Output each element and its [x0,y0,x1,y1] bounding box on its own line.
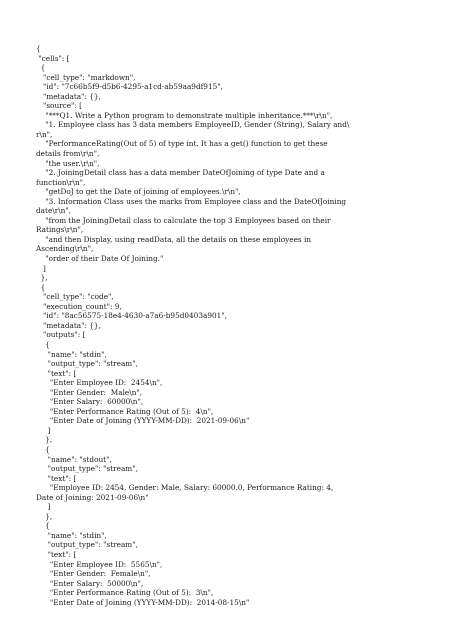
text-line: "text": [ [36,473,77,483]
text-line: "output_type": "stream", [36,464,138,474]
text-line: "cells": [ [36,53,70,63]
text-line: "***Q1. Write a Python program to demonstrate multiple inheritance.***\r\n", [36,110,333,120]
text-line: "Enter Gender: Female\n", [36,569,151,579]
text-line: "Enter Employee ID: 5565\n", [36,559,163,569]
text-line: { [36,521,50,531]
text-line: { [36,282,46,292]
text-line: "name": "stdin", [36,530,107,540]
text-line: "output_type": "stream", [36,540,138,550]
text-line: r\n", [36,129,53,139]
text-line: Ratings\r\n", [36,225,84,235]
text-line: date\r\n", [36,206,72,216]
text-line: { [36,444,50,454]
text-line: "cell_type": "markdown", [36,72,136,82]
text-line: ] [36,263,46,273]
text-line: "name": "stdout", [36,454,112,464]
text-line: "Enter Date of Joining (YYYY-MM-DD): 2014-08-15\n" [36,597,250,607]
text-line: ] [36,502,51,512]
text-line: function\r\n", [36,177,86,187]
text-line: "text": [ [36,549,77,559]
text-line: { [36,44,41,53]
text-line: "Enter Date of Joining (YYYY-MM-DD): 2021-09-06\n" [36,416,250,426]
notebook-json-text [36,44,456,607]
text-line: "Enter Salary: 50000\n", [36,578,144,588]
text-line: "id": "8ac56575-18e4-4630-a7a6-b95d0403a901", [36,311,227,321]
text-line: Ascending\r\n", [36,244,94,254]
text-line: "and then Display, using readData, all the details on these employees in [36,234,311,244]
text-line: { [36,339,50,349]
text-line: }, [36,435,53,445]
text-line: "1. Employee class has 3 data members EmployeeID, Gender (String), Salary and\ [36,120,350,130]
text-line: "3. Information Class uses the marks from Employee class and the DateOfJoining [36,196,347,206]
text-line: "id": "7c66b5f9-d5b6-4295-a1cd-ab59aa9df915", [36,82,223,92]
text-line: Date of Joining: 2021-09-06\n" [36,492,149,502]
text-line: "source": [ [36,101,83,111]
text-line: "execution_count": 9, [36,301,122,311]
text-line: }, [36,511,53,521]
text-line: "Employee ID: 2454, Gender: Male, Salary: 60000.0, Performance Rating: 4, [36,483,334,493]
text-line: "text": [ [36,368,77,378]
text-line: ] [36,425,51,435]
text-line: { [36,63,46,73]
text-line: "order of their Date Of Joining." [36,254,164,264]
text-line: "Enter Gender: Male\n", [36,387,143,397]
text-line: "from the JoiningDetail class to calculate the top 3 Employees based on their [36,215,331,225]
text-line: "the user.\r\n", [36,158,100,168]
text-line: "Enter Performance Rating (Out of 5): 4\n", [36,406,214,416]
text-line: details from\r\n", [36,149,100,159]
text-line: "2. JoiningDetail class has a data member DateOfJoining of type Date and a [36,168,325,178]
text-line: "output_type": "stream", [36,359,138,369]
text-line: "Enter Employee ID: 2454\n", [36,378,163,388]
text-line: "Enter Salary: 60000\n", [36,397,144,407]
text-line: }, [36,273,48,283]
text-line: "outputs": [ [36,330,86,340]
text-line: "PerformanceRating(Out of 5) of type int. It has a get() function to get these [36,139,328,149]
text-line: "name": "stdin", [36,349,107,359]
text-line: "Enter Performance Rating (Out of 5): 3\n", [36,588,214,598]
text-line: "cell_type": "code", [36,292,114,302]
text-line: "getDoJ to get the Date of joining of employees.\r\n", [36,187,241,197]
text-line: "metadata": {}, [36,91,101,101]
text-line: "metadata": {}, [36,320,101,330]
